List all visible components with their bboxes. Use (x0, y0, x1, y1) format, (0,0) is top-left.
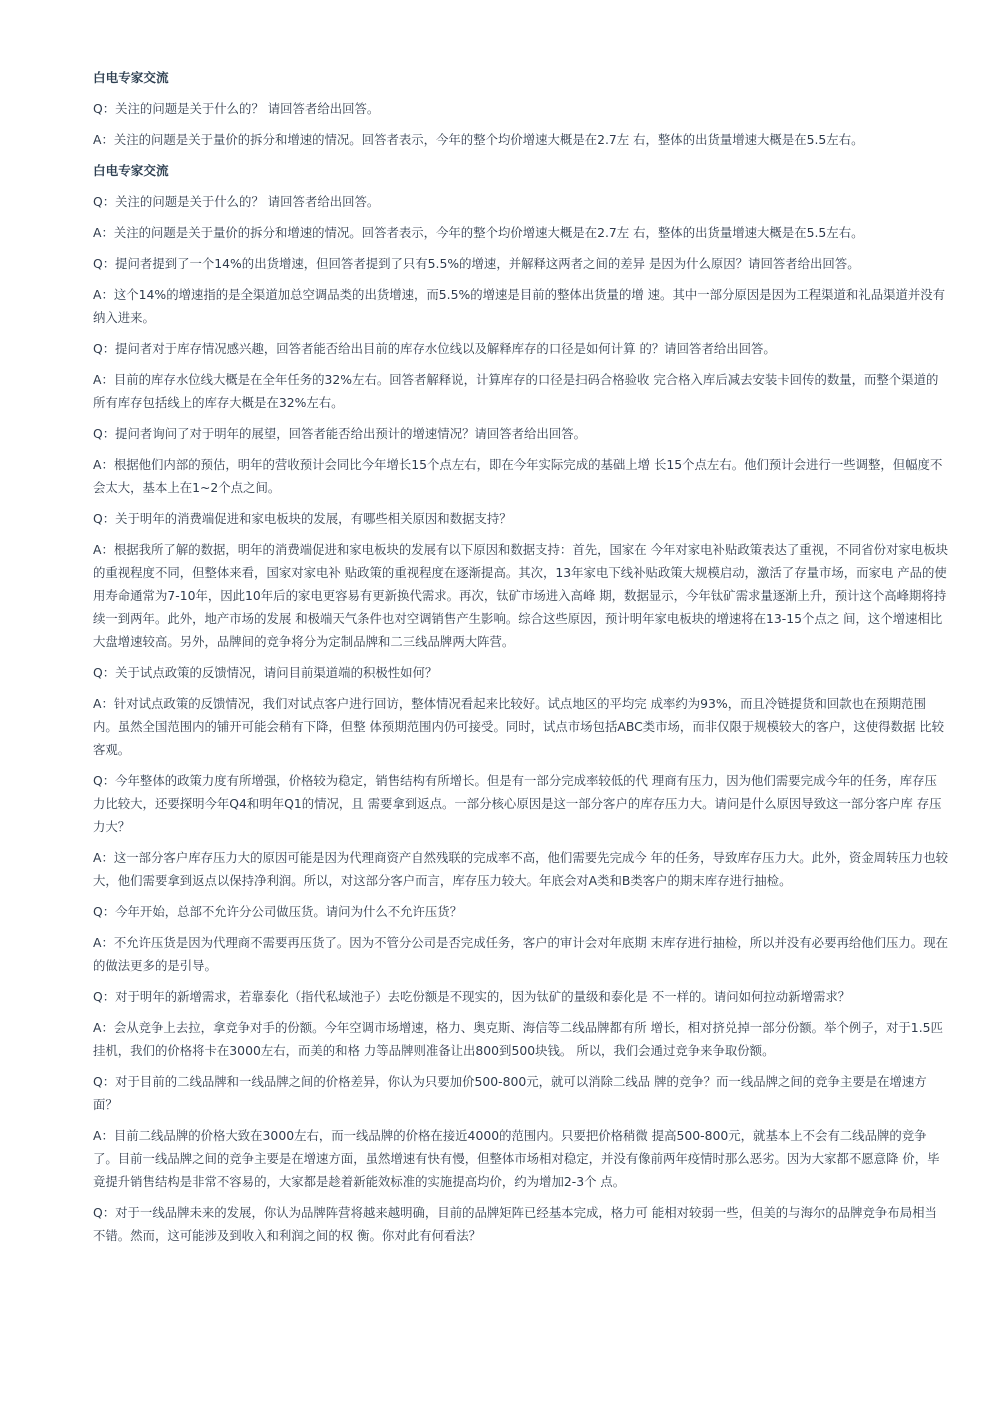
answer-paragraph: A：不允许压货是因为代理商不需要再压货了。因为不管分公司是否完成任务，客户的审计会对年底期 末库存进行抽检，所以并没有必要再给他们压力。现在的做法更多的是引导。 (93, 935, 948, 973)
document-page (93, 62, 948, 1255)
answer-paragraph: A：会从竞争上去拉，拿竞争对手的份额。今年空调市场增速，格力、奥克斯、海信等二线品牌都有所 增长，相对挤兑掉一部分份额。举个例子，对于1.5匹挂机，我们的价格将卡在3000左右，而美的和格 力等品牌则准备让出800到500块钱。 所以，我们会通过竞争来争取份额。 (93, 1020, 943, 1058)
answer-paragraph: A：目前的库存水位线大概是在全年任务的32%左右。回答者解释说，计算库存的口径是扫码合格验收 完合格入库后减去安装卡回传的数量，而整个渠道的所有库存包括线上的库存大概是在32%左右。 (93, 372, 939, 410)
question-paragraph: Q：今年整体的政策力度有所增强，价格较为稳定，销售结构有所增长。但是有一部分完成率较低的代 理商有压力，因为他们需要完成今年的任务，库存压力比较大，还要探明今年Q4和明年Q1的情况，且 需要拿到返点。一部分核心原因是这一部分客户的库存压力大。请问是什么原因导致这一部分客户库 存压力大？ (93, 773, 942, 834)
answer-paragraph: A：关注的问题是关于量价的拆分和增速的情况。回答者表示，今年的整个均价增速大概是在2.7左 右，整体的出货量增速大概是在5.5左右。 (93, 225, 864, 240)
question-paragraph: Q：今年开始，总部不允许分公司做压货。请问为什么不允许压货？ (93, 904, 463, 919)
question-paragraph: Q：关于试点政策的反馈情况，请问目前渠道端的积极性如何？ (93, 665, 438, 680)
answer-paragraph: A：目前二线品牌的价格大致在3000左右，而一线品牌的价格在接近4000的范围内。只要把价格稍微 提高500-800元，就基本上不会有二线品牌的竞争了。目前一线品牌之间的竞争主要是在增速方面，虽然增速有快有慢，但整体市场相对稳定，并没有像前两年疫情时那么恶劣。因为大家都不愿意降 价，毕竟提升销售结构是非常不容易的，大家都是趁着新能效标准的实施提高均价，约为增加2-3个 点。 (93, 1128, 940, 1189)
question-paragraph: Q：关注的问题是关于什么的？ 请回答者给出回答。 (93, 101, 380, 116)
question-paragraph: Q：对于一线品牌未来的发展，你认为品牌阵营将越来越明确，目前的品牌矩阵已经基本完成，格力可 能相对较弱一些，但美的与海尔的品牌竞争布局相当不错。然而，这可能涉及到收入和利润之间的权 衡。你对此有何看法？ (93, 1205, 937, 1243)
answer-paragraph: A：关注的问题是关于量价的拆分和增速的情况。回答者表示，今年的整个均价增速大概是在2.7左 右，整体的出货量增速大概是在5.5左右。 (93, 132, 864, 147)
question-paragraph: Q：关注的问题是关于什么的？ 请回答者给出回答。 (93, 194, 380, 209)
question-paragraph: Q：提问者询问了对于明年的展望，回答者能否给出预计的增速情况？请回答者给出回答。 (93, 426, 586, 441)
question-paragraph: Q：对于目前的二线品牌和一线品牌之间的价格差异，你认为只要加价500-800元，就可以消除二线品 牌的竞争？而一线品牌之间的竞争主要是在增速方面？ (93, 1074, 927, 1112)
question-paragraph: Q：对于明年的新增需求，若靠泰化（指代私域池子）去吃份额是不现实的，因为钛矿的量级和泰化是 不一样的。请问如何拉动新增需求？ (93, 989, 851, 1004)
question-paragraph: Q：关于明年的消费端促进和家电板块的发展，有哪些相关原因和数据支持？ (93, 511, 512, 526)
question-paragraph: Q：提问者对于库存情况感兴趣，回答者能否给出目前的库存水位线以及解释库存的口径是如何计算 的？请回答者给出回答。 (93, 341, 776, 356)
answer-paragraph: A：根据我所了解的数据，明年的消费端促进和家电板块的发展有以下原因和数据支持：首先，国家在 今年对家电补贴政策表达了重视，不同省份对家电板块的重视程度不同，但整体来看，国家对家电补 贴政策的重视程度在逐渐提高。其次，13年家电下线补贴政策大规模启动，激活了存量市场，而家电 产品的使用寿命通常为7-10年，因此10年后的家电更容易有更新换代需求。再次，钛矿市场进入高峰 期，数据显示，今年钛矿需求量逐渐上升，预计这个高峰期将持续一到两年。此外，地产市场的发展 和极端天气条件也对空调销售产生影响。综合这些原因，预计明年家电板块的增速将在13-15个点之 间，这个增速相比大盘增速较高。另外，品牌间的竞争将分为定制品牌和二三线品牌两大阵营。 (93, 542, 948, 649)
answer-paragraph: A：这个14%的增速指的是全渠道加总空调品类的出货增速，而5.5%的增速是目前的整体出货量的增 速。其中一部分原因是因为工程渠道和礼品渠道并没有纳入进来。 (93, 287, 946, 325)
answer-paragraph: A：这一部分客户库存压力大的原因可能是因为代理商资产自然残联的完成率不高，他们需要先完成今 年的任务，导致库存压力大。此外，资金周转压力也较大，他们需要拿到返点以保持净利润。所以，对这部分客户而言，库存压力较大。年底会对A类和B类客户的期末库存进行抽检。 (93, 850, 948, 888)
section-heading: 白电专家交流 (93, 163, 169, 178)
answer-paragraph: A：根据他们内部的预估，明年的营收预计会同比今年增长15个点左右，即在今年实际完成的基础上增 长15个点左右。他们预计会进行一些调整，但幅度不会太大，基本上在1~2个点之间。 (93, 457, 943, 495)
question-paragraph: Q：提问者提到了一个14%的出货增速，但回答者提到了只有5.5%的增速，并解释这两者之间的差异 是因为什么原因？请回答者给出回答。 (93, 256, 860, 271)
section-heading: 白电专家交流 (93, 70, 169, 85)
answer-paragraph: A：针对试点政策的反馈情况，我们对试点客户进行回访，整体情况看起来比较好。试点地区的平均完 成率约为93%，而且冷链提货和回款也在预期范围内。虽然全国范围内的铺开可能会稍有下降，但整 体预期范围内仍可接受。同时，试点市场包括ABC类市场，而非仅限于规模较大的客户，这使得数据 比较客观。 (93, 696, 945, 757)
